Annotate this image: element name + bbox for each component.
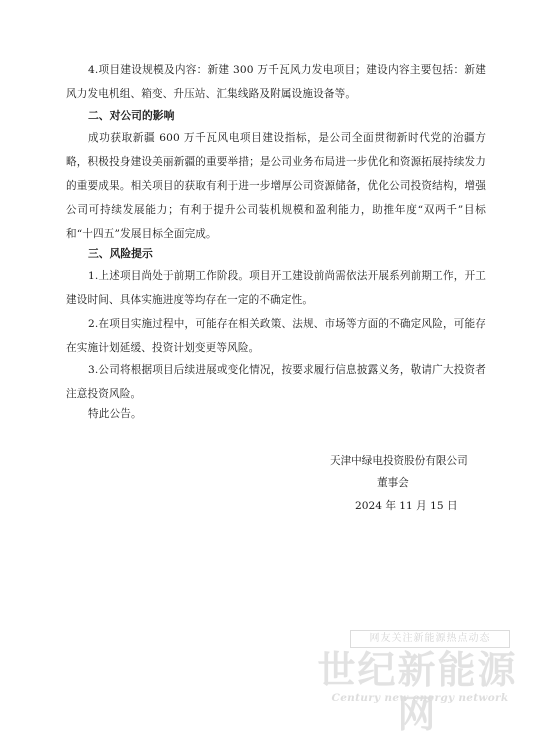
watermark-logo-en: Century new energy network (331, 692, 509, 704)
section-heading-impact: 二、对公司的影响 (88, 109, 175, 122)
watermark-logo-cn: 世纪新能源网 (317, 647, 518, 736)
signature-board: 董事会 (377, 477, 409, 489)
signature-company: 天津中绿电投资股份有限公司 (330, 455, 468, 467)
risk-item-2: 2.在项目实施过程中，可能存在相关政策、法规、市场等方面的不确定风险，可能存在实施计划延缓、投资计划变更等风险。 (66, 318, 486, 354)
watermark-tagline: 网友关注新能源热点动态 (350, 630, 510, 648)
project-scale-paragraph: 4.项目建设规模及内容：新建 300 万千瓦风力发电项目；建设内容主要包括：新建风力发电机组、箱变、升压站、汇集线路及附属设施设备等。 (66, 64, 486, 100)
closing-statement: 特此公告。 (88, 408, 142, 420)
risk-item-3: 3.公司将根据项目后续进展或变化情况，按要求履行信息披露义务，敬请广大投资者注意投资风险。 (66, 364, 486, 400)
section-heading-risk: 三、风险提示 (88, 247, 153, 260)
risk-item-1: 1.上述项目尚处于前期工作阶段。项目开工建设前尚需依法开展系列前期工作，开工建设时间、具体实施进度等均存在一定的不确定性。 (66, 270, 486, 306)
signature-date: 2024 年 11 月 15 日 (355, 500, 458, 512)
impact-paragraph: 成功获取新疆 600 万千瓦风电项目建设指标，是公司全面贯彻新时代党的治疆方略，积极投身建设美丽新疆的重要举措；是公司业务布局进一步优化和资源拓展持续发力的重要成果。相关项目的获取有利于进一步增厚公司资源储备，优化公司投资结构，增强公司可持续发展能力；有利于提升公司装机规模和盈利能力，助推年度“双两千”目标和“十四五”发展目标全面完成。 (66, 132, 486, 240)
